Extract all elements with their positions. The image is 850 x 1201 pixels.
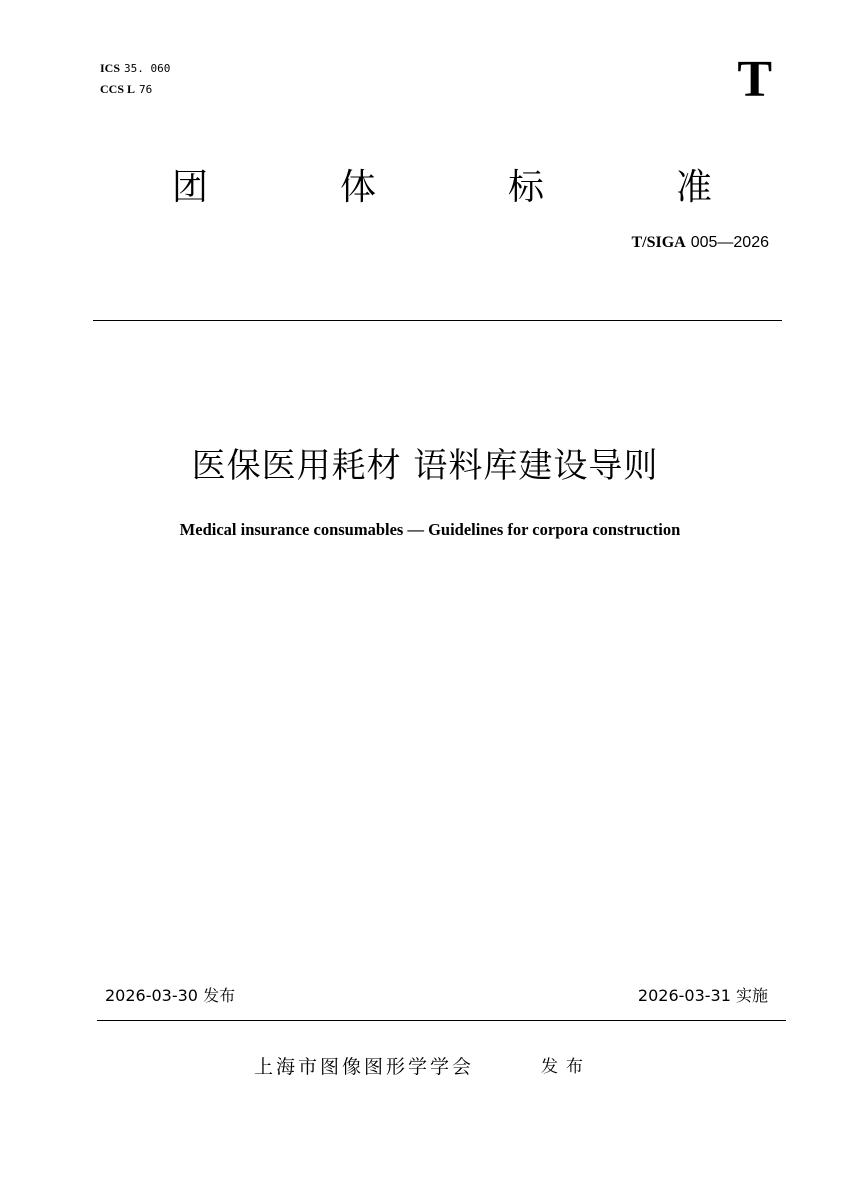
publish-date: 2026-03-30 发布 [105,986,236,1005]
standard-type-char: 标 [507,167,544,208]
ccs-label: CCS L [100,82,136,96]
standard-type-char: 团 [172,167,209,208]
standard-number-code: 005—2026 [690,234,769,251]
ics-code [100,60,170,77]
effective-date: 2026-03-31 实施 [637,986,768,1005]
publisher-name: 上海市图像图形学学会 [254,1056,475,1078]
top-divider [93,320,782,321]
title-english: Medical insurance consumables — Guidelines for corpora construction [179,520,681,539]
ics-value: 35. 060 [124,62,171,75]
publish-label: 发布 [541,1057,591,1077]
category-letter: T [737,51,772,108]
ccs-code [100,81,152,98]
title-chinese: 医保医用耗材 语料库建设导则 [191,446,659,486]
standard-type-char: 准 [675,167,712,208]
standard-number [631,231,769,254]
ics-label: ICS [100,61,121,75]
bottom-divider [97,1020,786,1021]
standard-number-prefix: T/SIGA [631,234,686,251]
ccs-value: 76 [139,83,153,96]
standard-type-heading [172,166,712,210]
standard-type-char: 体 [339,167,376,208]
